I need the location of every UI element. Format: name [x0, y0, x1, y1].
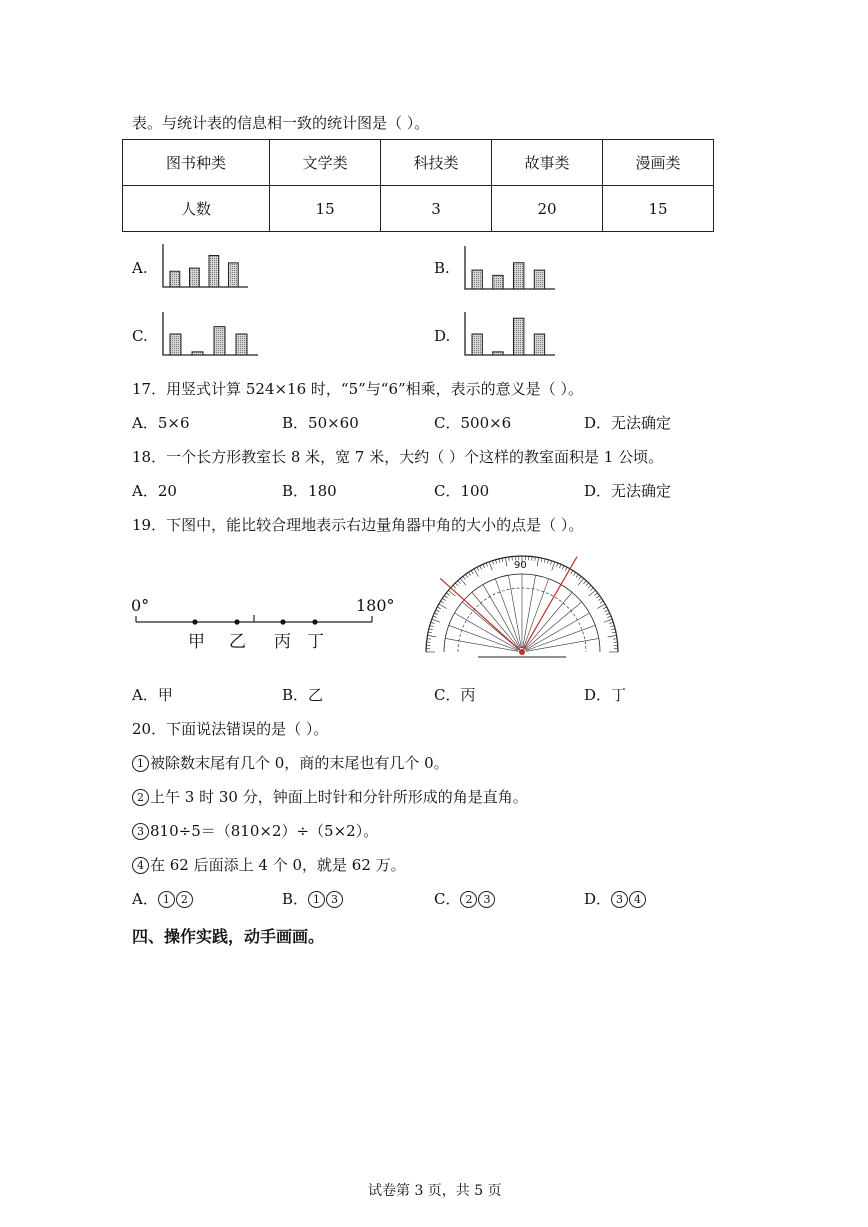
mini-chart-bar	[214, 327, 225, 355]
table-value: 15	[270, 186, 381, 232]
protractor-tick	[474, 569, 479, 577]
q17-option-b[interactable]: B．50×60	[282, 414, 359, 432]
statement-text: 被除数末尾有几个 0，商的末尾也有几个 0。	[150, 754, 449, 772]
protractor-tick	[480, 566, 482, 570]
protractor-tick	[486, 563, 487, 567]
option-label: C．	[434, 890, 461, 908]
protractor-ray	[525, 602, 582, 650]
protractor-tick	[505, 557, 507, 566]
protractor-tick	[499, 559, 500, 563]
point-label-bing: 丙	[274, 632, 291, 652]
protractor-tick	[463, 576, 465, 579]
circled-number: 1	[158, 891, 175, 908]
mini-chart-bar	[229, 263, 239, 287]
q19-option-d[interactable]: D．丁	[584, 686, 627, 704]
table-category: 科技类	[381, 140, 492, 186]
protractor-tick	[496, 560, 497, 564]
protractor-ray	[523, 575, 536, 648]
q20-statement-2	[132, 786, 528, 807]
protractor-tick	[596, 596, 599, 598]
protractor-ray	[526, 638, 599, 651]
q17-stem: 17．用竖式计算 524×16 时，“5”与“6”相乘，表示的意义是（ ）。	[132, 380, 583, 398]
protractor-tick	[446, 593, 449, 595]
protractor-ray	[525, 613, 589, 650]
protractor-ray	[472, 592, 520, 649]
protractor-90-label: 90	[514, 560, 527, 571]
protractor-ray	[445, 638, 518, 651]
protractor-tick	[584, 581, 587, 584]
q19-stem: 19．下图中，能比较合理地表示右边量角器中角的大小的点是（ ）。	[132, 516, 584, 534]
protractor-tick	[590, 588, 593, 591]
protractor-tick	[588, 585, 591, 588]
q20-stem: 20．下面说法错误的是（ ）。	[132, 720, 329, 738]
protractor-tick	[535, 557, 536, 561]
q18-option-c[interactable]: C．100	[434, 482, 490, 500]
mini-chart-bar	[209, 256, 219, 288]
protractor-tick	[608, 635, 617, 637]
mini-chart-bar	[514, 263, 524, 289]
protractor-tick	[606, 613, 610, 615]
q18-option-d[interactable]: D．无法确定	[584, 482, 672, 500]
protractor-tick	[458, 581, 461, 584]
q20-statement-4	[132, 854, 406, 875]
circled-number: 3	[611, 891, 628, 908]
table-header-label: 图书种类	[123, 140, 270, 186]
number-line-end-label: 180°	[356, 596, 395, 615]
table-row	[123, 186, 714, 232]
q16-option-b-label[interactable]: B.	[434, 259, 450, 277]
mini-chart-bar	[493, 275, 503, 289]
protractor-tick	[598, 598, 601, 600]
table-category: 漫画类	[602, 140, 713, 186]
mini-chart-bar	[190, 268, 200, 287]
q18-option-a[interactable]: A．20	[132, 482, 177, 500]
protractor-tick	[537, 557, 539, 566]
protractor-tick	[612, 632, 616, 633]
q20-statement-3	[132, 820, 378, 841]
section-heading: 四、操作实践，动手画画。	[132, 927, 325, 946]
mini-chart-bar	[514, 318, 524, 355]
q18-option-b[interactable]: B．180	[282, 482, 337, 500]
protractor-tick	[455, 583, 458, 586]
protractor-tick	[562, 566, 564, 570]
protractor-tick	[453, 585, 456, 588]
protractor-tick	[559, 564, 561, 568]
protractor-tick	[471, 571, 473, 574]
mini-chart-bar	[170, 334, 181, 355]
q16-option-c-label[interactable]: C.	[132, 327, 148, 345]
option-label: B．	[282, 890, 309, 908]
protractor-tick	[434, 613, 438, 615]
protractor-tick	[437, 607, 441, 609]
option-b-mini-chart	[462, 244, 557, 294]
table-value: 15	[602, 186, 713, 232]
protractor-tick	[605, 610, 609, 612]
circled-number: 2	[132, 789, 149, 806]
protractor-tick	[550, 561, 551, 565]
mini-chart-bar	[472, 334, 482, 355]
protractor-tick	[431, 622, 435, 623]
point-label-jia: 甲	[188, 632, 205, 652]
q20-option-b[interactable]	[282, 888, 344, 909]
mini-chart-bar	[170, 271, 180, 287]
protractor-tick	[502, 558, 503, 562]
mini-chart-bar	[192, 352, 203, 355]
mini-chart-bar	[534, 334, 544, 355]
option-c-mini-chart	[160, 310, 260, 360]
q20-option-a[interactable]	[132, 888, 194, 909]
protractor-tick	[576, 574, 578, 577]
protractor-tick	[610, 626, 614, 627]
protractor-ray	[525, 592, 573, 649]
circled-number: 2	[460, 891, 477, 908]
protractor-tick	[594, 593, 597, 595]
protractor-tick	[483, 564, 485, 568]
protractor-tick	[509, 557, 510, 561]
point-label-yi: 乙	[229, 632, 246, 652]
protractor-ray	[526, 625, 596, 650]
protractor-tick	[439, 604, 447, 609]
protractor-tick	[565, 567, 567, 571]
protractor-tick	[611, 629, 615, 630]
protractor-center	[519, 649, 525, 655]
mini-chart-bar	[472, 270, 482, 289]
mini-chart-bar	[493, 352, 503, 355]
circled-number: 2	[176, 891, 193, 908]
q16-option-d-label[interactable]: D.	[434, 327, 451, 345]
protractor-tick	[600, 601, 603, 603]
q16-option-a-label[interactable]: A.	[132, 259, 148, 277]
protractor-tick	[552, 562, 555, 570]
protractor-tick	[492, 561, 493, 565]
protractor-tick	[547, 560, 548, 564]
protractor-tick	[586, 583, 589, 586]
q17-option-a[interactable]: A．5×6	[132, 414, 190, 432]
circled-number: 4	[629, 891, 646, 908]
protractor-tick	[556, 563, 557, 567]
protractor-tick	[442, 598, 445, 600]
option-label: D．	[584, 890, 612, 908]
protractor-tick	[604, 619, 612, 622]
protractor-tick	[573, 572, 575, 575]
q20-statement-1	[132, 752, 449, 773]
q18-stem: 18．一个长方形教室长 8 米，宽 7 米，大约（ ）个这样的教室面积是 1 公顷。	[132, 448, 664, 466]
page-footer: 试卷第 3 页，共 5 页	[368, 1183, 502, 1199]
table-value: 20	[492, 186, 603, 232]
mini-chart-bar	[534, 270, 544, 289]
protractor-tick	[428, 632, 432, 633]
circled-number: 3	[478, 891, 495, 908]
circled-number: 4	[132, 857, 149, 874]
protractor-tick	[579, 576, 581, 579]
table-row	[123, 140, 714, 186]
protractor-tick	[444, 596, 447, 598]
q19-option-b[interactable]: B．乙	[282, 686, 324, 704]
protractor-ray	[449, 625, 519, 650]
protractor-ray	[508, 575, 521, 648]
protractor-ray	[483, 584, 520, 648]
protractor-ray	[454, 613, 518, 650]
q20-option-c[interactable]	[434, 888, 496, 909]
table-category: 文学类	[270, 140, 381, 186]
point-label-ding: 丁	[307, 632, 324, 652]
table-category: 故事类	[492, 140, 603, 186]
protractor-tick	[607, 616, 611, 617]
protractor-tick	[613, 639, 617, 640]
protractor-tick	[427, 639, 431, 640]
circled-number: 1	[132, 755, 149, 772]
circled-number: 3	[132, 823, 149, 840]
protractor-tick	[441, 601, 444, 603]
number-line-start-label: 0°	[131, 596, 150, 615]
statement-text: 在 62 后面添上 4 个 0，就是 62 万。	[150, 856, 406, 874]
option-a-mini-chart	[160, 242, 250, 292]
q17-option-c[interactable]: C．500×6	[434, 414, 512, 432]
option-d-mini-chart	[462, 310, 557, 360]
q16-intro: 表。与统计表的信息相一致的统计图是（ ）。	[132, 114, 430, 132]
protractor-tick	[430, 626, 434, 627]
statement-text: 810÷5＝（810×2）÷（5×2）。	[150, 822, 379, 840]
protractor-tick	[433, 616, 437, 617]
circled-number: 3	[326, 891, 343, 908]
table-value: 3	[381, 186, 492, 232]
protractor-tick	[427, 635, 436, 637]
protractor-tick	[429, 629, 433, 630]
protractor-tick	[541, 558, 542, 562]
protractor-tick	[468, 572, 470, 575]
statement-text: 上午 3 时 30 分，钟面上时针和分针所形成的角是直角。	[150, 788, 528, 806]
protractor-tick	[609, 622, 613, 623]
mini-chart-bar	[236, 334, 247, 355]
protractor-tick	[571, 571, 573, 574]
q19-option-a[interactable]: A．甲	[132, 686, 173, 704]
protractor-tick	[436, 610, 440, 612]
protractor-tick	[597, 604, 605, 609]
protractor-ray	[495, 579, 520, 649]
circled-number: 1	[308, 891, 325, 908]
option-label: A．	[132, 890, 158, 908]
q20-option-d[interactable]	[584, 888, 647, 909]
protractor-tick	[489, 562, 492, 570]
table-row-label: 人数	[123, 186, 270, 232]
q19-option-c[interactable]: C．丙	[434, 686, 476, 704]
protractor-tick	[466, 574, 468, 577]
stats-table	[122, 139, 714, 232]
q17-option-d[interactable]: D．无法确定	[584, 414, 672, 432]
protractor-tick	[477, 567, 479, 571]
protractor-tick	[544, 559, 545, 563]
protractor-tick	[432, 619, 440, 622]
protractor-tick	[603, 607, 607, 609]
